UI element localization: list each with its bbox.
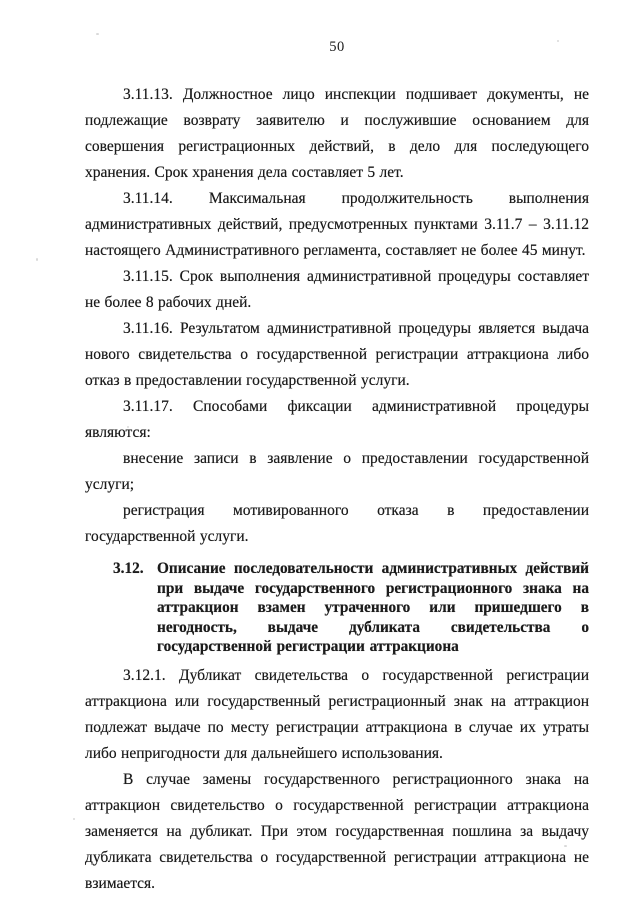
scan-speck bbox=[127, 426, 129, 428]
scan-speck bbox=[96, 33, 99, 35]
paragraph-3-12-1: 3.12.1. Дубликат свидетельства о государственной регистрации аттракциона или государственный регистрационный знак на аттракцион подлежат выдаче по месту регистрации аттракциона в случае их утраты либо непригодности для дальнейшего использования. bbox=[85, 666, 589, 762]
paragraph-3-11-14: 3.11.14. Максимальная продолжительность выполнения административных действий, предусмотренных пунктами 3.11.7 – 3.11.12 настоящего Административного регламента, составляет не более 45 минут. bbox=[85, 190, 589, 259]
scan-speck bbox=[36, 258, 38, 261]
scan-speck bbox=[564, 845, 567, 847]
list-item-record-entry: внесение записи в заявление о предоставлении государственной услуги; bbox=[85, 450, 589, 493]
paragraph-3-11-17: 3.11.17. Способами фиксации административной процедуры являются: bbox=[85, 398, 589, 441]
document-body bbox=[85, 82, 589, 897]
paragraph-replacement-duplicate: В случае замены государственного регистрационного знака на аттракцион свидетельство о государственной регистрации аттракциона заменяется на дубликат. При этом государственная пошлина за выдачу дубликата свидетельства о государственной регистрации аттракциона не взимается. bbox=[85, 770, 589, 892]
page-number: 50 bbox=[329, 39, 345, 55]
paragraph-3-11-13: 3.11.13. Должностное лицо инспекции подшивает документы, не подлежащие возврату заявителю и послужившие основанием для совершения регистрационных действий, в дело для последующего хранения. Срок хранения дела составляет 5 лет. bbox=[85, 86, 589, 181]
scan-speck bbox=[557, 40, 559, 42]
scan-speck bbox=[73, 818, 75, 820]
section-heading-3-12 bbox=[113, 559, 589, 657]
paragraph-3-11-15: 3.11.15. Срок выполнения административной процедуры составляет не более 8 рабочих дней. bbox=[85, 268, 589, 311]
section-heading-text: Описание последовательности административных действий при выдаче государственного регистрационного знака на аттракцион взамен утраченного или пришедшего в негодность, выдаче дубликата свидетельства о государственной регистрации аттракциона bbox=[157, 560, 589, 655]
paragraph-3-11-16: 3.11.16. Результатом административной процедуры является выдача нового свидетельства о государственной регистрации аттракциона либо отказ в предоставлении государственной услуги. bbox=[85, 320, 589, 389]
scan-speck bbox=[349, 605, 351, 608]
list-item-refusal-registration: регистрация мотивированного отказа в предоставлении государственной услуги. bbox=[85, 502, 589, 545]
section-heading-number: 3.12. bbox=[113, 560, 144, 577]
